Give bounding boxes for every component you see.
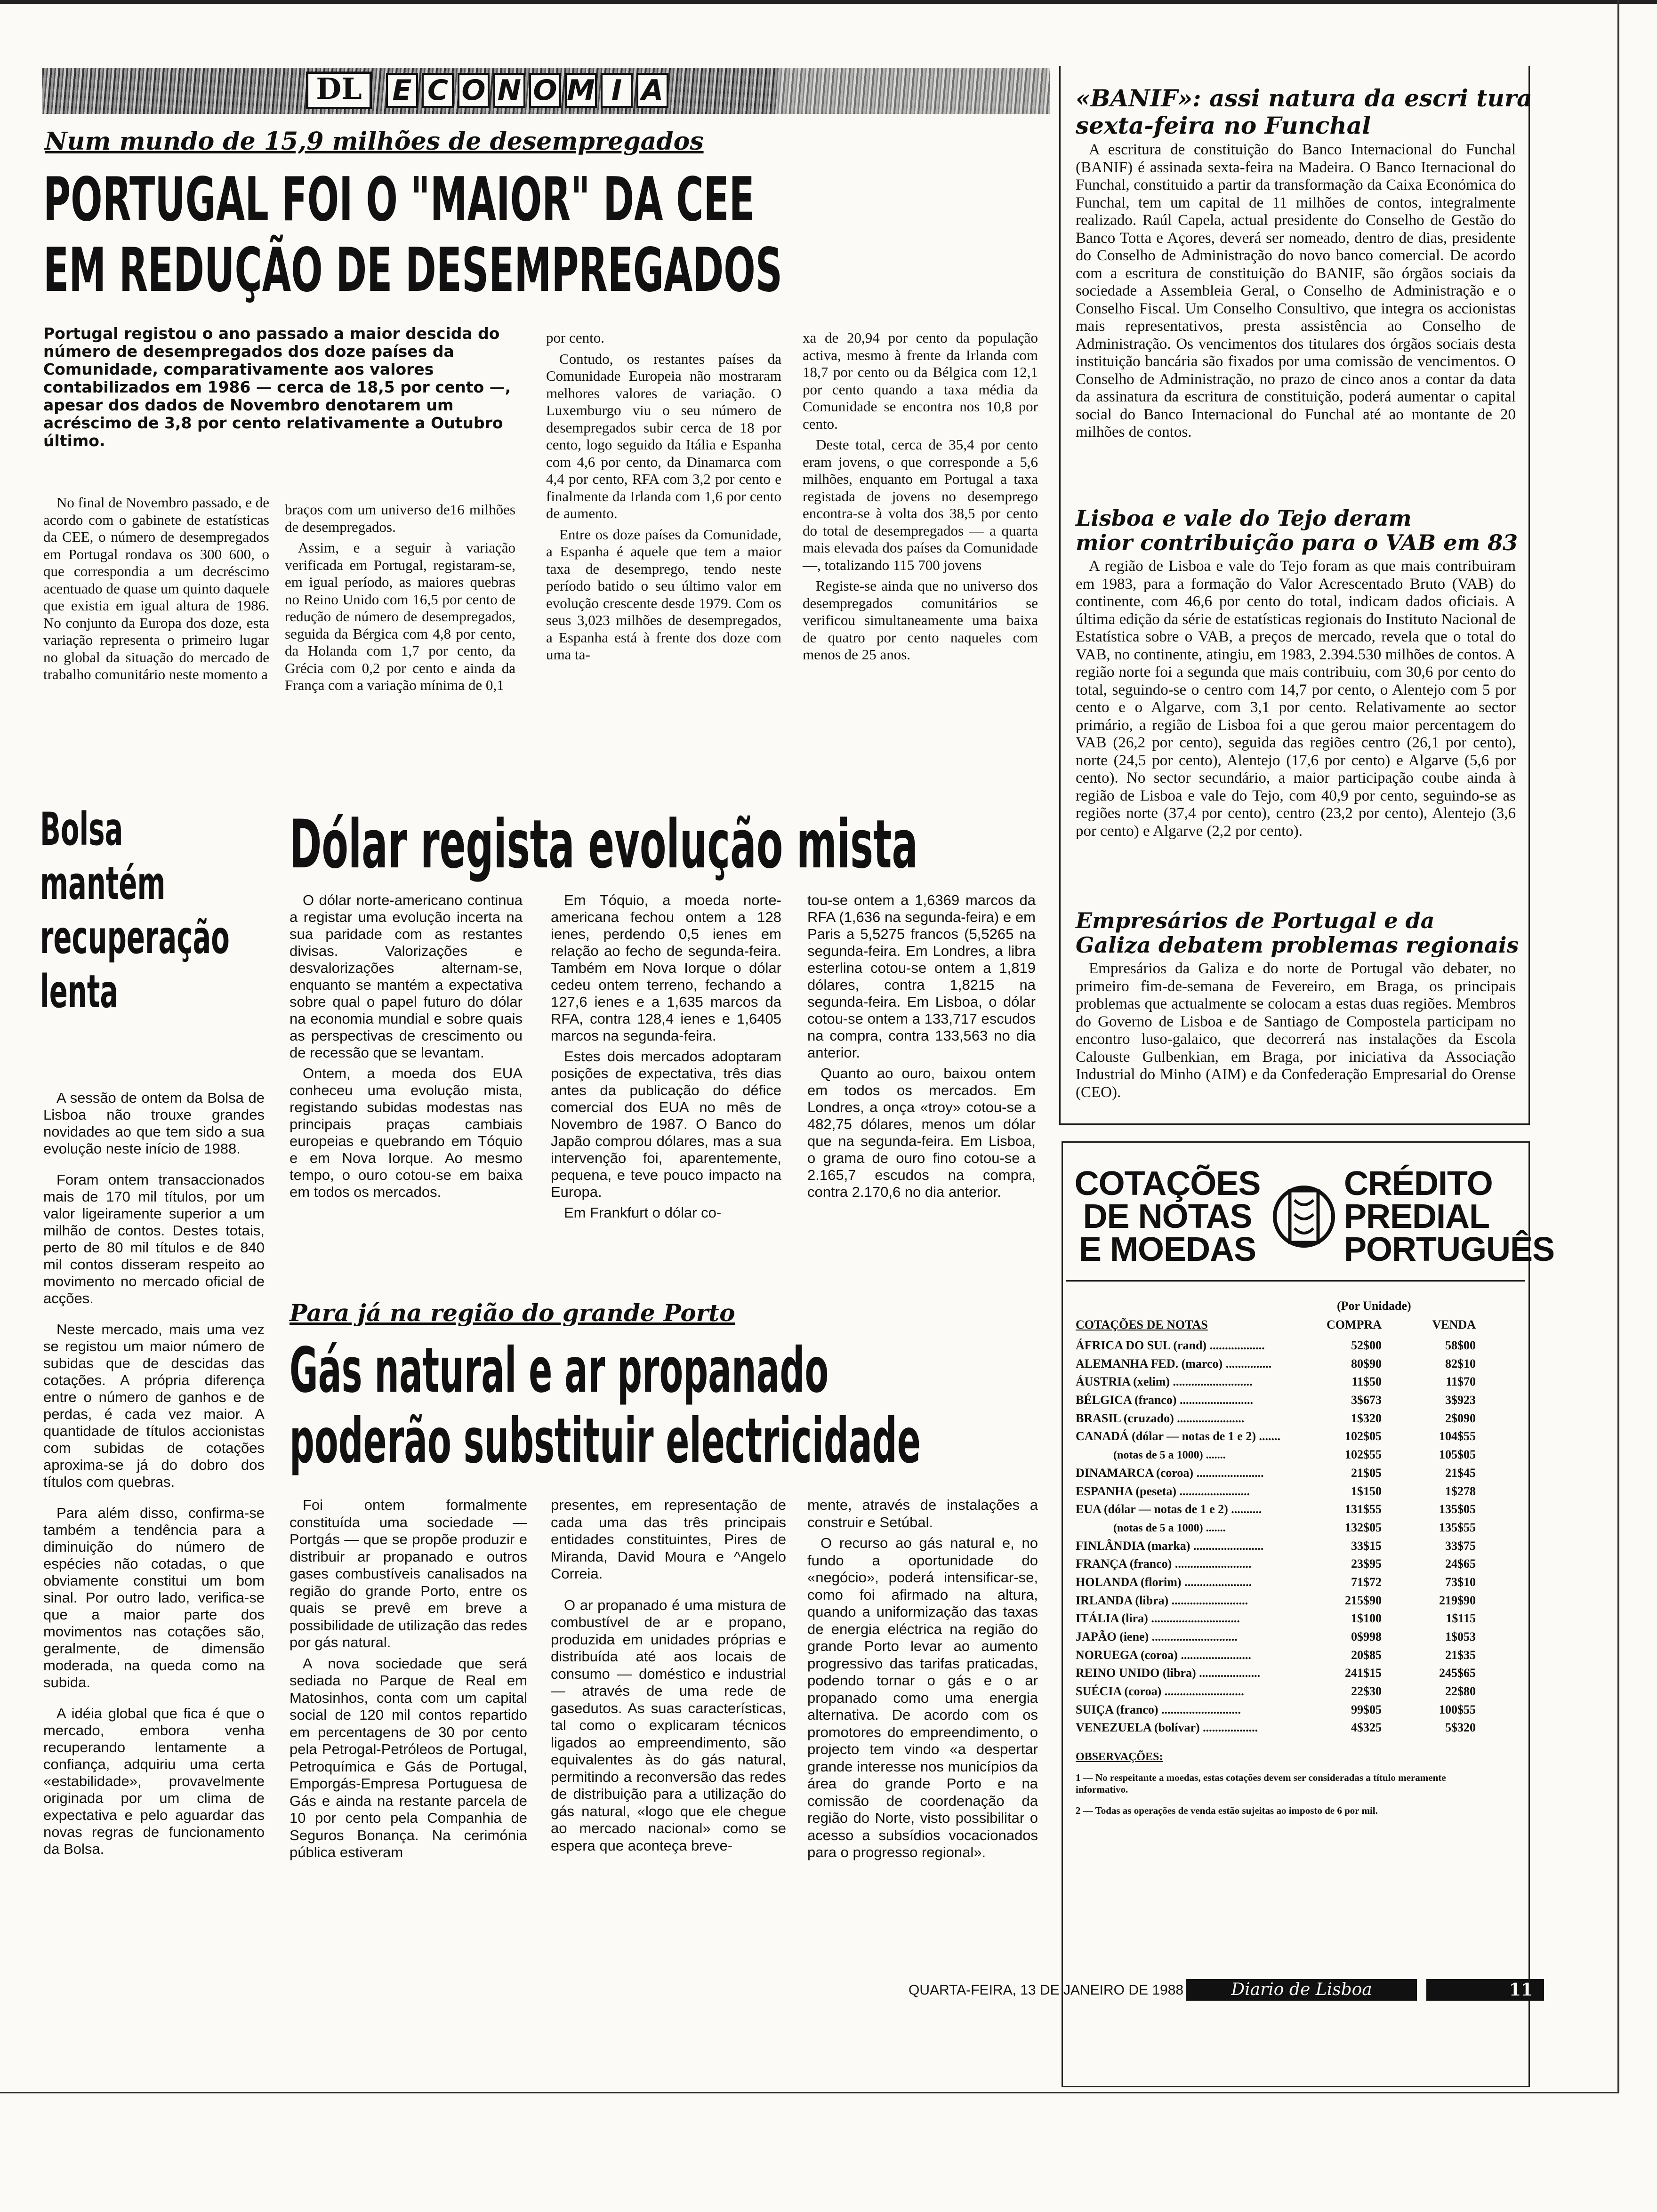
paragraph: Registe-se ainda que no universo dos desempregados comunitários se verificou simultaneamente uma baixa de quatro por cento naqueles com menos de 25 anos. <box>803 577 1038 663</box>
cotacoes-title-line: DE NOTAS <box>1083 1198 1252 1235</box>
sell-rate: 100$55 <box>1439 1702 1476 1716</box>
buy-rate: 99$05 <box>1351 1702 1382 1716</box>
section-letter: C <box>422 73 454 108</box>
rate-row <box>1076 1610 1499 1628</box>
buy-rate: 131$55 <box>1345 1502 1382 1516</box>
footer-date: QUARTA-FEIRA, 13 DE JANEIRO DE 1988 <box>909 1982 1184 1998</box>
article1-column-a <box>43 494 269 687</box>
banif-title <box>1076 85 1532 139</box>
buy-rate: 0$998 <box>1351 1630 1382 1643</box>
article1-headline-line1: PORTUGAL FOI O "MAIOR" DA CEE <box>43 165 755 235</box>
dolar-headline: Dólar regista evolução mista <box>290 806 918 883</box>
section-header-band-extension <box>777 68 1050 114</box>
buy-rate: 4$325 <box>1351 1721 1382 1735</box>
rate-row <box>1076 1446 1499 1464</box>
rate-row <box>1076 1555 1499 1573</box>
observation-1: 1 — No respeitante a moedas, estas cotações devem ser consideradas a título meramente informativo. <box>1076 1772 1446 1795</box>
lisboa-body <box>1076 558 1516 840</box>
sell-rate: 104$55 <box>1439 1429 1476 1443</box>
currency-name: NORUEGA (coroa) ....................... <box>1076 1648 1251 1662</box>
sell-rate: 33$75 <box>1445 1539 1476 1553</box>
banif-title-line: sexta-feira no Funchal <box>1076 112 1371 139</box>
header-buy: COMPRA <box>1327 1318 1382 1331</box>
sell-rate: 219$90 <box>1439 1593 1476 1607</box>
galiza-title-line: Galiza debatem problemas regionais <box>1076 932 1519 958</box>
rate-row <box>1076 1664 1499 1683</box>
buy-rate: 11$50 <box>1351 1375 1382 1389</box>
section-letter: E <box>386 73 418 108</box>
sell-rate: 21$35 <box>1445 1648 1476 1662</box>
article1-column-b <box>285 501 515 698</box>
gas-column-c <box>807 1497 1038 1865</box>
paragraph: mente, através de instalações a construir e Setúbal. <box>807 1497 1038 1531</box>
sell-rate: 24$65 <box>1445 1557 1476 1571</box>
diario-lisboa-logo: DL <box>306 72 372 109</box>
currency-name: SUIÇA (franco) .......................... <box>1076 1702 1241 1716</box>
currency-name: HOLANDA (florim) ...................... <box>1076 1575 1252 1589</box>
rates-table-body <box>1076 1337 1499 1737</box>
paragraph: Quanto ao ouro, baixou ontem em todos os mercados. Em Londres, a onça «troy» cotou-se a 482,75 dólares, menos um dólar que na segunda-feira. Em Lisboa, o grama de ouro fino cotou-se a 2.165,7 escudos na compra, contra 2.170,6 no dia anterior. <box>807 1065 1036 1200</box>
rate-row <box>1076 1355 1499 1373</box>
currency-name: ALEMANHA FED. (marco) ............... <box>1076 1356 1272 1370</box>
paragraph: O ar propanado é uma mistura de combustível de ar e propano, produzida em unidades próprias e distribuída até aos locais de consumo — doméstico e industrial — através de uma rede de gasedutos. As suas características, tal como o explicaram técnicos ligados ao empreendimento, são equivalentes às do gás natural, permitindo a reconversão das redes de distribuição para a utilização do gás natural, «logo que ele chegue ao mercado nacional» como se espera que aconteça breve- <box>551 1596 786 1854</box>
currency-name: BRASIL (cruzado) ...................... <box>1076 1411 1245 1425</box>
bank-name-line: CRÉDITO <box>1344 1165 1493 1202</box>
currency-name: REINO UNIDO (libra) .................... <box>1076 1666 1261 1680</box>
banif-body <box>1076 141 1516 441</box>
gas-headline-line1: Gás natural e ar propanado <box>290 1334 829 1407</box>
paragraph: xa de 20,94 por cento da população activa, mesmo à frente da Irlanda com 18,7 por cento ou da Bélgica com 12,1 por cento quando a taxa média da Comunidade se encontra nos 10,8 por cento. <box>803 329 1038 432</box>
rate-row <box>1076 1483 1499 1501</box>
currency-name: EUA (dólar — notas de 1 e 2) .......... <box>1076 1502 1262 1516</box>
currency-name: ÁUSTRIA (xelim) .......................... <box>1076 1375 1253 1389</box>
rate-row <box>1076 1628 1499 1646</box>
buy-rate: 71$72 <box>1351 1575 1382 1589</box>
observation-2: 2 — Todas as operações de venda estão sujeitas ao imposto de 6 por mil. <box>1076 1805 1378 1816</box>
bank-name-line: PREDIAL <box>1344 1198 1490 1235</box>
sell-rate: 135$55 <box>1439 1520 1476 1534</box>
rate-row <box>1076 1537 1499 1555</box>
observations-title: OBSERVAÇÕES: <box>1076 1751 1163 1763</box>
section-letter: O <box>458 73 490 108</box>
sell-rate: 5$320 <box>1445 1721 1476 1735</box>
rate-row <box>1076 1500 1499 1519</box>
banif-title-line: «BANIF»: assi natura da escri tura <box>1076 84 1532 112</box>
sell-rate: 11$70 <box>1446 1375 1476 1389</box>
buy-rate: 23$95 <box>1351 1557 1382 1571</box>
currency-name: ESPANHA (peseta) ....................... <box>1076 1484 1250 1498</box>
bank-name-line: PORTUGUÊS <box>1344 1231 1555 1268</box>
sell-rate: 82$10 <box>1445 1356 1476 1370</box>
article1-column-d <box>803 329 1038 667</box>
top-border <box>0 0 1657 4</box>
galiza-title-line: Empresários de Portugal e da <box>1076 908 1435 933</box>
rate-row <box>1076 1683 1499 1701</box>
dolar-column-b <box>551 892 781 1225</box>
buy-rate: 80$90 <box>1351 1356 1382 1370</box>
article1-kicker: Num mundo de 15,9 milhões de desempregados <box>45 127 704 156</box>
currency-name: BÉLGICA (franco) ........................ <box>1076 1393 1253 1407</box>
gas-kicker: Para já na região do grande Porto <box>290 1299 735 1327</box>
sell-rate: 1$278 <box>1445 1484 1476 1498</box>
buy-rate: 3$673 <box>1351 1393 1382 1407</box>
rate-row <box>1076 1719 1499 1737</box>
rate-row <box>1076 1427 1499 1446</box>
paragraph: braços com um universo de16 milhões de desempregados. <box>285 501 515 535</box>
unit-note: (Por Unidade) <box>1337 1299 1411 1313</box>
rate-row <box>1076 1464 1499 1483</box>
rate-row <box>1076 1519 1499 1537</box>
rate-row <box>1076 1373 1499 1391</box>
sell-rate: 21$45 <box>1445 1466 1476 1480</box>
footer-paper-name: Diario de Lisboa <box>1186 1979 1417 2001</box>
rate-row <box>1076 1573 1499 1592</box>
lisboa-title <box>1076 506 1518 555</box>
footer-page-number: 11 <box>1426 1979 1544 2001</box>
rates-table-header <box>1076 1318 1499 1332</box>
rate-row <box>1076 1646 1499 1665</box>
section-letter: N <box>493 73 525 108</box>
paragraph: Em Tóquio, a moeda norte-americana fechou ontem a 128 ienes, perdendo 0,5 ienes em relação ao fecho de segunda-feira. Também em Nova Iorque o dólar cedeu ontem terreno, fechando a 127,6 ienes e a 1,635 marcos da RFA, contra 128,4 ienes e 1,6405 marcos na segunda-feira. <box>551 892 781 1044</box>
currency-name: VENEZUELA (bolívar) .................. <box>1076 1721 1258 1735</box>
section-letter: O <box>529 73 561 108</box>
bolsa-headline-line: recuperação <box>40 911 230 964</box>
paragraph: O dólar norte-americano continua a registar uma evolução incerta na sua paridade com as restantes divisas. Valorizações e desvalorizações alternam-se, enquanto se mantém a expectativa sobre qual o papel futuro do dólar na economia mundial e sobre quais as perspectivas de crescimento ou de recessão que se levantam. <box>290 892 523 1061</box>
dolar-column-a <box>290 892 523 1204</box>
buy-rate: 132$05 <box>1345 1520 1382 1534</box>
sell-rate: 105$05 <box>1439 1448 1476 1462</box>
paragraph: O recurso ao gás natural e, no fundo a oportunidade do «negócio», poderá intensificar-se, como foi afirmado na altura, quando a uniformização das taxas de energia eléctrica na região do grande Porto levar ao aumento progressivo das tarifas praticadas, podendo tornar o gás e o ar propanado como uma energia alternativa. De acordo com os promotores do empreendimento, o projecto tem vindo «a despertar grande interesse nos municípios da área do grande Porto e na comissão de coordenação da região do Norte, visto possibilitar o acesso a subsídios vocacionados para o progresso regional». <box>807 1535 1038 1860</box>
paragraph: Estes dois mercados adoptaram posições de expectativa, três dias antes da publicação do défice comercial dos EUA no mês de Novembro de 1987. O Banco do Japão comprou dólares, mas a sua intervenção foi, aparentemente, pequena, e teve pouco impacto na Europa. <box>551 1048 781 1200</box>
paragraph: A idéia global que fica é que o mercado, embora venha recuperando lentamente a confiança, adquiriu uma certa «estabilidade», provavelmente originada por um clima de expectativa e pelo aguardar das novas regras de funcionamento da Bolsa. <box>43 1705 265 1857</box>
sell-rate: 245$65 <box>1439 1666 1476 1680</box>
paragraph: Neste mercado, mais uma vez se registou um maior número de subidas que de descidas das cotações. A própria diferença entre o número de ganhos e de perdas, é cada vez maior. A quantidade de títulos accionistas com subidas de cotações aproxima-se já do dobro dos títulos com quebras. <box>43 1321 265 1490</box>
paragraph: Foram ontem transaccionados mais de 170 mil títulos, por um valor ligeiramente superior a um milhão de contos. Destes totais, perto de 80 mil títulos e de 840 mil contos disseram respeito ao movimento no mercado oficial de acções. <box>43 1171 265 1306</box>
paragraph: Contudo, os restantes países da Comunidade Europeia não mostraram melhores valores de variação. O Luxemburgo viu o seu número de desempregados subir cerca de 18 por cento, logo seguido da Itália e Espanha com 4,6 por cento, da Dinamarca com 4,4 por cento, RFA com 3,2 por cento e finalmente da Irlanda com 1,6 por cento de aumento. <box>546 350 781 521</box>
cotacoes-title-line: COTAÇÕES <box>1074 1165 1261 1202</box>
credito-predial-name <box>1344 1167 1554 1266</box>
cotacoes-title <box>1073 1167 1262 1266</box>
section-letter: I <box>601 73 633 108</box>
sell-rate: 73$10 <box>1445 1575 1476 1589</box>
rate-row <box>1076 1701 1499 1719</box>
currency-name: ÁFRICA DO SUL (rand) .................. <box>1076 1338 1265 1352</box>
paragraph: presentes, em representação de cada uma das três principais entidades constituintes, Pires de Miranda, David Moura e ^Angelo Correia. <box>551 1497 786 1582</box>
sell-rate: 135$05 <box>1439 1502 1476 1516</box>
currency-name: FINLÂNDIA (marka) ....................... <box>1076 1539 1264 1553</box>
sell-rate: 1$053 <box>1445 1630 1476 1643</box>
paragraph: Assim, e a seguir à variação verificada em Portugal, registaram-se, em igual período, as maiores quebras no Reino Unido com 16,5 por cento de redução de número de desempregados, seguida da Bérgica com 4,8 por cento, da Holanda com 1,7 por cento, da Grécia com 0,2 por cento e ainda da França com a variação mínima de 0,1 <box>285 539 515 693</box>
article1-headline-line2: EM REDUÇÃO DE DESEMPREGADOS <box>43 235 782 305</box>
rate-row <box>1076 1410 1499 1428</box>
paragraph: Foi ontem formalmente constituída uma sociedade — Portgás — que se propõe produzir e distribuir ar propanado e outros gases combustíveis canalisados na região do grande Porto, entre os quais se prevê em breve a possibilidade de utilização das redes por gás natural. <box>290 1497 527 1651</box>
buy-rate: 241$15 <box>1345 1666 1382 1680</box>
buy-rate: 21$05 <box>1351 1466 1382 1480</box>
article1-lead: Portugal registou o ano passado a maior descida do número de desempregados dos doze países da Comunidade, comparativamente aos valores contabilizados em 1986 — cerca de 18,5 por cento —, apesar dos dados de Novembro denotarem um acréscimo de 3,8 por cento relativamente a Outubro último. <box>43 324 511 450</box>
buy-rate: 20$85 <box>1351 1648 1382 1662</box>
buy-rate: 1$100 <box>1351 1611 1382 1626</box>
lisboa-title-line: Lisboa e vale do Tejo deram <box>1076 505 1412 531</box>
bolsa-headline-line: mantém <box>40 857 166 910</box>
paragraph: tou-se ontem a 1,6369 marcos da RFA (1,636 na segunda-feira) e em Paris a 5,5275 francos (5,5265 na segunda-feira. Em Londres, a libra esterlina cotou-se ontem a 1,819 dólares, contra 1,8215 na segunda-feira. Em Lisboa, o dólar cotou-se ontem a 133,717 escudos na compra, contra 133,563 no dia anterior. <box>807 892 1036 1061</box>
bolsa-headline-line: Bolsa <box>40 803 123 856</box>
sell-rate: 2$090 <box>1445 1411 1476 1425</box>
currency-name: (notas de 5 a 1000) ....... <box>1113 1522 1226 1534</box>
galiza-body <box>1076 960 1516 1101</box>
galiza-title <box>1076 908 1519 957</box>
buy-rate: 33$15 <box>1351 1539 1382 1553</box>
currency-name: (notas de 5 a 1000) ....... <box>1113 1449 1226 1462</box>
buy-rate: 1$320 <box>1351 1411 1382 1425</box>
sell-rate: 58$00 <box>1445 1338 1476 1352</box>
sell-rate: 3$923 <box>1445 1393 1476 1407</box>
paragraph: A escritura de constituição do Banco Internacional do Funchal (BANIF) é assinada sexta-feira na Madeira. O Banco Iternacional do Funchal, constituido a partir da transformação da Caixa Económica do Funchal, tem um capital de 11 milhões de contos, integralmente realizado. Raúl Capela, actual presidente do Conselho de Gestão do Banco Totta e Açores, deverá ser nomeado, dentro de dias, presidente do Conselho de Administração do novo banco comercial. De acordo com a escritura de constituição do BANIF, são órgãos sociais da sociedade a Assembleia Geral, o Conselho de Administração e o Conselho Fiscal. Um Conselho Consultivo, que integra os accionistas mais representativos, presta assistência ao Conselho de Administração. Os vencimentos dos titulares dos órgãos sociais desta instituição bancária são fixados por uma comissão de vencimentos. O Conselho de Administração, no prazo de cinco anos a contar da data da assinatura da escritura de constituição, poderá aumentar o capital social do Banco Internacional do Funchal até ao montante de 20 milhões de contos. <box>1076 141 1516 441</box>
buy-rate: 1$150 <box>1351 1484 1382 1498</box>
paragraph: Para além disso, confirma-se também a tendência para a diminuição do número de espécies não cotadas, o que obviamente constitui um bom sinal. Por outro lado, verifica-se que a maior parte dos movimentos nas cotações são, geralmente, de dimensão moderada, na queda como na subida. <box>43 1505 265 1691</box>
paragraph: No final de Novembro passado, e de acordo com o gabinete de estatísticas da CEE, o número de desempregados em Portugal rondava os 300 600, o que correspondia a um decréscimo acentuado de quase um quinto daquele que existia em igual altura de 1986. No conjunto da Europa dos doze, esta variação representa o primeiro lugar no global da situação do mercado de trabalho comunitário neste momento a <box>43 494 269 682</box>
paragraph: Empresários da Galiza e do norte de Portugal vão debater, no primeiro fim-de-semana de Fevereiro, em Braga, os principais problemas que actualmente se colocam a estas duas regiões. Membros do Governo de Lisboa e de Santiago de Compostela participam no encontro luso-galaico, que decorrerá nas instalações da Escola Calouste Gulbenkian, em Braga, por iniciativa da Associação Industrial do Minho (AIM) e da Confederação Empresarial do Orense (CEO). <box>1076 960 1516 1101</box>
section-title-economia <box>386 73 672 108</box>
section-letter: M <box>565 73 597 108</box>
gas-column-a <box>290 1497 527 1865</box>
paragraph: Entre os doze países da Comunidade, a Espanha é aquele que tem a maior taxa de desemprego, tendo neste período batido o seu último valor em evolução crescente desde 1979. Com os seus 3,023 milhões de desempregados, a Espanha está à frente dos doze com uma ta- <box>546 526 781 663</box>
currency-name: CANADÁ (dólar — notas de 1 e 2) ....... <box>1076 1429 1281 1443</box>
credito-predial-logo-icon <box>1271 1172 1337 1261</box>
buy-rate: 22$30 <box>1351 1684 1382 1699</box>
cotacoes-divider <box>1066 1280 1525 1282</box>
bottom-rule <box>0 2092 1619 2093</box>
currency-name: ITÁLIA (lira) ............................. <box>1076 1611 1240 1626</box>
buy-rate: 52$00 <box>1351 1338 1382 1352</box>
dolar-column-c <box>807 892 1036 1204</box>
currency-name: FRANÇA (franco) ......................... <box>1076 1557 1252 1571</box>
gas-column-b <box>551 1497 786 1858</box>
rate-row <box>1076 1391 1499 1410</box>
currency-name: DINAMARCA (coroa) ...................... <box>1076 1466 1264 1480</box>
header-name: COTAÇÕES DE NOTAS <box>1076 1318 1208 1331</box>
lisboa-title-line: mior contribuição para o VAB em 83 <box>1076 530 1518 555</box>
paragraph: Deste total, cerca de 35,4 por cento eram jovens, o que corresponde a 5,6 milhões, enquanto em Portugal a taxa registada de jovens no desemprego encontra-se à volta dos 38,5 por cento do total de desempregados — a quarta mais elevada dos países da Comunidade—, totalizando 115 700 jovens <box>803 436 1038 573</box>
currency-name: SUÉCIA (coroa) .......................... <box>1076 1684 1244 1699</box>
paragraph: Em Frankfurt o dólar co- <box>564 1204 722 1221</box>
sell-rate: 22$80 <box>1445 1684 1476 1699</box>
header-sell: VENDA <box>1432 1318 1476 1331</box>
paragraph: por cento. <box>546 329 604 346</box>
cotacoes-title-line: E MOEDAS <box>1078 1231 1256 1268</box>
buy-rate: 215$90 <box>1345 1593 1382 1607</box>
paragraph: Ontem, a moeda dos EUA conheceu uma evolução mista, registando subidas modestas nas principais praças cambiais europeias e quebrando em Tóquio e em Nova Iorque. Ao mesmo tempo, o ouro cotou-se em baixa em todos os mercados. <box>290 1065 523 1200</box>
section-letter: A <box>636 73 668 108</box>
paragraph: A região de Lisboa e vale do Tejo foram as que mais contribuiram em 1983, para a formação do Valor Acrescentado Bruto (VAB) do continente, com 46,6 por cento do total, indicam dados oficiais. A última edição da série de estatísticas regionais do Instituto Nacional de Estatística sobre o VAB, a preços de mercado, revela que o total do VAB, no continente, atingiu, em 1983, 2.394.530 milhões de contos. A região norte foi a segunda que mais contribuiu, com 30,6 por cento do total, seguindo-se o centro com 14,7 por cento, o Alentejo com 5 por cento e o Algarve, com 3,1 por cento. Relativamente ao sector primário, a região de Lisboa foi a que gerou maior percentagem do VAB (26,2 por cento), seguida das regiões centro (26,1 por cento), norte (24,5 por cento), Alentejo (17,6 por cento) e Algarve (5,6 por cento). No sector secundário, a maior participação coube ainda à região de Lisboa e vale do Tejo, com 40,9 por cento, seguindo-se as regiões norte (37,4 por cento), centro (23,2 por cento), Alentejo (3,6 por cento) e Algarve (2,2 por cento). <box>1076 558 1516 840</box>
bolsa-headline-line: lenta <box>40 965 119 1018</box>
sell-rate: 1$115 <box>1446 1611 1476 1626</box>
buy-rate: 102$55 <box>1345 1448 1382 1462</box>
currency-name: JAPÃO (iene) ............................ <box>1076 1630 1238 1643</box>
paragraph: A sessão de ontem da Bolsa de Lisboa não trouxe grandes novidades ao que tem sido a sua evolução neste início de 1988. <box>43 1090 265 1157</box>
bolsa-body <box>43 1090 265 1861</box>
right-edge-rule <box>1617 0 1619 2092</box>
paragraph: A nova sociedade que será sediada no Parque de Real em Matosinhos, conta com um capital social de 120 mil contos repartido em percentagens de 30 por cento pela Petrogal-Petróleos de Portugal, Petroquímica e Gás de Portugal, Emporgás-Empresa Portuguesa de Gás e ainda na restante parcela de 10 por cento pela Companhia de Seguros Bonança. Na cerimónia pública estiveram <box>290 1655 527 1860</box>
gas-headline-line2: poderão substituir electricidade <box>290 1405 921 1477</box>
buy-rate: 102$05 <box>1345 1429 1382 1443</box>
rate-row <box>1076 1592 1499 1610</box>
article1-column-c <box>546 329 781 667</box>
currency-name: IRLANDA (libra) ......................... <box>1076 1593 1248 1607</box>
rate-row <box>1076 1337 1499 1355</box>
